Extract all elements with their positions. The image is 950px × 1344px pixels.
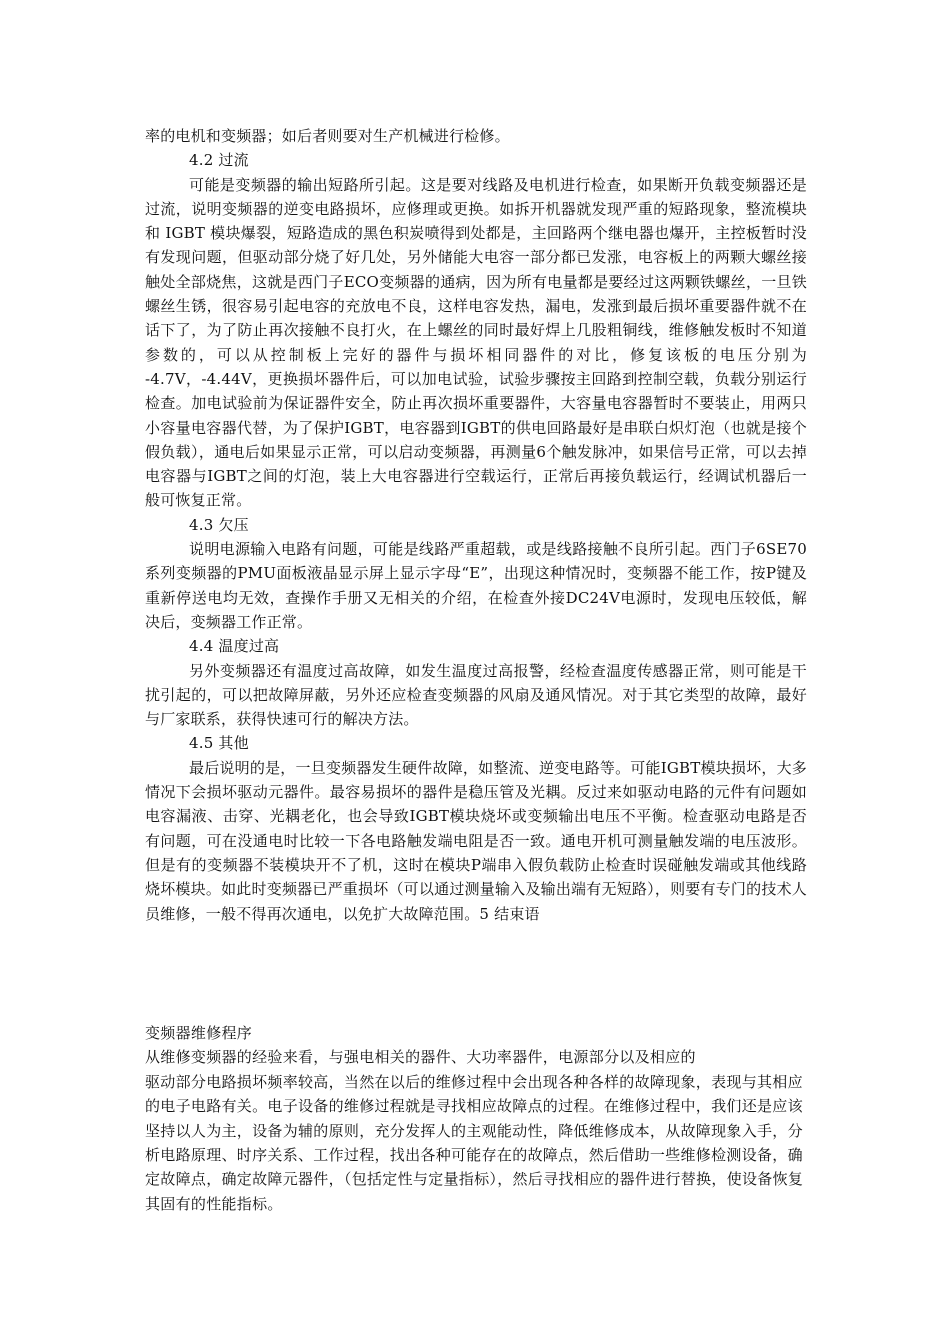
section-title: 变频器维修程序 (145, 1024, 253, 1042)
procedure-first-line: 从维修变频器的经验来看，与强电相关的器件、大功率器件，电源部分以及相应的 (145, 1048, 696, 1067)
paragraph-undervoltage: 说明电源输入电路有问题，可能是线路严重超载，或是线路接触不良所引起。西门子6SE70系列变频器的PMU面板液晶显示屏上显示字母“E”，出现这种情况时，变频器不能工作，按P键及重新停送电均无效，查操作手册又无相关的介绍，在检查外接DC24V电源时，发现电压较低，解决后，变频器工作正常。 (145, 540, 807, 631)
repair-procedure-section (145, 1021, 805, 1216)
heading-overcurrent: 4.2 过流 (189, 151, 249, 170)
paragraph-other: 最后说明的是，一旦变频器发生硬件故障，如整流、逆变电路等。可能IGBT模块损坏，大多情况下会损坏驱动元器件。最容易损坏的器件是稳压管及光耦。反过来如驱动电路的元件有问题如电容漏液、击穿、光耦老化，也会导致IGBT模块烧坏或变频输出电压不平衡。检查驱动电路是否有问题，可在没通电时比较一下各电路触发端电阻是否一致。通电开机可测量触发端的电压波形。但是有的变频器不装模块开不了机，这时在模块P端串入假负载防止检查时误碰触发端或其他线路烧坏模块。如此时变频器已严重损坏（可以通过测量输入及输出端有无短路），则要有专门的技术人员维修，一般不得再次通电，以免扩大故障范围。5 结束语 (145, 758, 807, 923)
heading-overtemperature: 4.4 温度过高 (189, 637, 280, 656)
heading-other: 4.5 其他 (189, 734, 249, 753)
paragraph-overcurrent: 可能是变频器的输出短路所引起。这是要对线路及电机进行检查，如果断开负载变频器还是过流，说明变频器的逆变电路损坏，应修理或更换。如拆开机器就发现严重的短路现象，整流模块和 IGBT 模块爆裂，短路造成的黑色积炭喷得到处都是，主回路两个继电器也爆开，主控板暂时没有发现问题，但驱动部分烧了好几处，另外储能大电容一部分都已发涨，电容板上的两颗大螺丝接触处全部烧焦，这就是西门子ECO变频器的通病，因为所有电量都是要经过这两颗铁螺丝，一旦铁螺丝生锈，很容易引起电容的充放电不良，这样电容发热，漏电，发涨到最后损坏重要器件就不在话下了，为了防止再次接触不良打火，在上螺丝的同时最好焊上几股粗铜线，维修触发板时不知道参数的，可以从控制板上完好的器件与损坏相同器件的对比，修复该板的电压分别为 -4.7V，-4.44V，更换损坏器件后，可以加电试验，试验步骤按主回路到控制空载，负载分别运行检查。加电试验前为保证器件安全，防止再次损坏重要器件，大容量电容器暂时不要装止，用两只小容量电容器代替，为了保护IGBT，电容器到IGBT的供电回路最好是串联白炽灯泡（也就是接个假负载），通电后如果显示正常，可以启动变频器，再测量6个触发脉冲，如果信号正常，可以去掉电容器与IGBT之间的灯泡，装上大电容器进行空载运行，正常后再接负载运行，经调试机器后一般可恢复正常。 (145, 175, 807, 510)
paragraph-overtemperature: 另外变频器还有温度过高故障，如发生温度过高报警，经检查温度传感器正常，则可能是干扰引起的，可以把故障屏蔽，另外还应检查变频器的风扇及通风情况。对于其它类型的故障，最好与厂家联系，获得快速可行的解决方法。 (145, 661, 807, 729)
procedure-paragraph: 驱动部分电路损坏频率较高，当然在以后的维修过程中会出现各种各样的故障现象，表现与其相应的电子电路有关。电子设备的维修过程就是寻找相应故障点的过程。在维修过程中，我们还是应该坚持以人为主，设备为辅的原则，充分发挥人的主观能动性，降低维修成本，从故障现象入手，分析电路原理、时序关系、工作过程，找出各种可能存在的故障点，然后借助一些维修检测设备，确定故障点，确定故障元器件，（包括定性与定量指标），然后寻找相应的器件进行替换，使设备恢复其固有的性能指标。 (145, 1072, 804, 1213)
fault-analysis-section (145, 124, 807, 926)
intro-paragraph: 率的电机和变频器；如后者则要对生产机械进行检修。 (145, 127, 510, 145)
heading-undervoltage: 4.3 欠压 (189, 515, 249, 534)
